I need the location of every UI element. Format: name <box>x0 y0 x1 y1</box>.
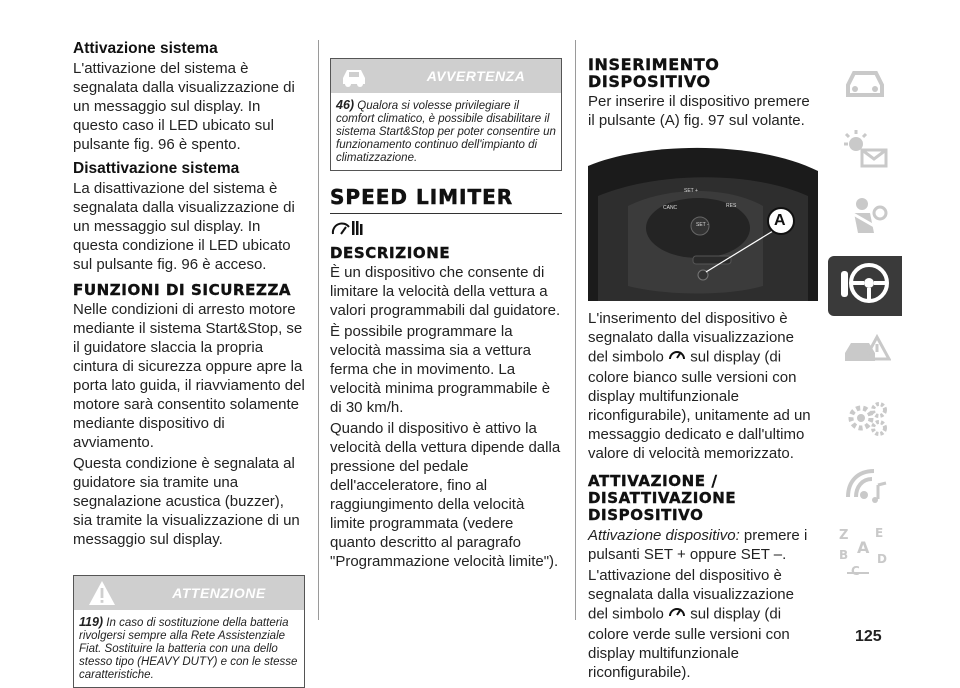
notice-number: 46) <box>336 98 355 112</box>
button-label-res: RES <box>726 203 737 209</box>
paragraph-description-3: Quando il dispositivo è attivo la velocità della vettura dipende dalla pressione del pedale dell'acceleratore, fino al raggiungimento della velocità limite programmata (vedere quanto descritto al paragrafo "Programmazione velocità limite"). <box>330 420 561 570</box>
attention-body <box>74 610 304 687</box>
activation-symbol-part2: sul display (di colore verde sulle versioni con display multifunzionale riconfigurabile). <box>588 605 790 681</box>
car-gears-icon <box>839 396 891 445</box>
activation-label: Attivazione dispositivo: <box>588 527 740 544</box>
tab-emergency[interactable] <box>828 323 902 383</box>
car-accident-triangle-icon <box>839 329 891 378</box>
paragraph-activation-symbol <box>588 566 818 682</box>
column-divider <box>575 40 576 620</box>
heading-description: DESCRIZIONE <box>330 244 451 262</box>
button-label-set-minus: SET - <box>696 222 709 228</box>
attention-text: In caso di sostituzione della batteria rivolgersi sempre alla Rete Assistenziale Fiat. Sostituire la batteria con una dello stesso tipo (HEAVY DUTY) e con le stesse caratteristiche. <box>79 617 298 681</box>
attention-header <box>74 576 304 610</box>
paragraph-deactivation: La disattivazione del sistema è segnalata dalla visualizzazione di un messaggio sul display. In questa condizione il LED ubicato sul pulsante fig. 96 è acceso. <box>73 180 295 273</box>
steering-wheel-key-icon <box>837 259 893 314</box>
heading-activation: Attivazione sistema <box>73 40 218 57</box>
notice-box <box>330 58 562 171</box>
notice-title: AVVERTENZA <box>426 68 526 84</box>
svg-text:B: B <box>839 547 849 562</box>
column-divider <box>318 40 319 620</box>
button-label-set-plus: SET + <box>684 188 698 194</box>
warning-triangle-icon <box>88 580 116 611</box>
paragraph-safety-1: Nelle condizioni di arresto motore mediante il sistema Start&Stop, se il guidatore slaccia la propria cintura di sicurezza oppure apre la porta lato guida, il riavviamento del motore sarà consentito solamente mediante dispositivo di avviamento. <box>73 301 305 451</box>
tab-index[interactable] <box>828 524 902 584</box>
paragraph-safety-2: Questa condizione è segnalata al guidatore sia tramite una segnalazione acustica (buzzer), sia tramite la visualizzazione di un messaggio sul display. <box>73 455 300 548</box>
paragraph-description-2: È possibile programmare la velocità massima sia a vettura ferma che in movimento. La velocità minima programmabile è di 30 km/h. <box>330 323 551 416</box>
svg-text:A: A <box>857 537 870 557</box>
heading-insert-device: INSERIMENTO DISPOSITIVO <box>588 55 720 91</box>
steering-wheel-figure <box>588 136 818 306</box>
paragraph-description-1: È un dispositivo che consente di limitare la velocità della vettura a valori programmabili dal guidatore. <box>330 264 561 319</box>
section-title-speed-limiter: SPEED LIMITER <box>330 185 562 214</box>
tab-multimedia[interactable] <box>828 457 902 517</box>
alphabet-index-icon <box>835 525 895 584</box>
activation-text: premere i pulsanti SET + oppure SET –. <box>588 527 808 563</box>
button-label-canc: CANC <box>663 205 678 211</box>
notice-text: Qualora si volesse privilegiare il comfort climatico, è possibile disabilitare il sistema Start&Stop per poter consentire un funzionamento continuo dell'impianto di climatizzazione. <box>336 100 556 164</box>
tab-dashboard[interactable] <box>828 55 902 115</box>
paragraph-insert: Per inserire il dispositivo premere il pulsante (A) fig. 97 sul volante. <box>588 93 810 129</box>
notice-body <box>331 93 561 170</box>
svg-text:E: E <box>875 525 884 540</box>
tab-safety[interactable] <box>828 189 902 249</box>
car-dashboard-icon <box>840 63 890 108</box>
heading-activation-deactivation: ATTIVAZIONE / DISATTIVAZIONE DISPOSITIVO <box>588 472 737 524</box>
paragraph-led-part2: sul display (di colore bianco sulle versioni con display multifunzionale riconfigurabile), unitamente ad un messaggio dedicato e dall'ultimo valore di velocità memorizzato. <box>588 348 811 462</box>
speed-limiter-symbol-icon <box>668 604 686 625</box>
multimedia-icon <box>840 463 890 512</box>
svg-text:D: D <box>877 551 887 566</box>
tab-warning-lights[interactable] <box>828 122 902 182</box>
callout-a: A <box>774 212 786 229</box>
warning-lights-icon <box>840 128 890 177</box>
activation-symbol-part1: L'attivazione del dispositivo è segnalata dalla visualizzazione del simbolo <box>588 567 794 623</box>
chapter-tabs <box>828 55 902 591</box>
svg-text:C: C <box>851 563 860 578</box>
column-left <box>73 40 305 688</box>
tab-maintenance[interactable] <box>828 390 902 450</box>
attention-title: ATTENZIONE <box>172 585 266 601</box>
car-notice-icon <box>339 64 369 93</box>
paragraph-led <box>588 309 818 463</box>
heading-safety-functions: FUNZIONI DI SICUREZZA <box>73 281 292 299</box>
paragraph-activation-device <box>588 526 818 564</box>
heading-deactivation: Disattivazione sistema <box>73 160 240 177</box>
tab-starting-driving[interactable] <box>828 256 902 316</box>
attention-box <box>73 575 305 688</box>
attention-number: 119) <box>79 615 104 629</box>
notice-header <box>331 59 561 93</box>
speed-limiter-symbol-icon <box>668 347 686 368</box>
page-number: 125 <box>855 628 882 645</box>
speed-limiter-icon <box>330 218 562 243</box>
svg-text:Z: Z <box>839 527 849 543</box>
column-middle <box>330 40 562 573</box>
paragraph-activation: L'attivazione del sistema è segnalata dalla visualizzazione di un messaggio sul display. In questo caso il LED ubicato sul pulsante fig. 96 è spento. <box>73 60 295 153</box>
column-right <box>588 40 818 684</box>
paragraph-led-part1: L'inserimento del dispositivo è segnalato dalla visualizzazione del simbolo <box>588 310 794 366</box>
seat-airbag-icon <box>840 195 890 244</box>
